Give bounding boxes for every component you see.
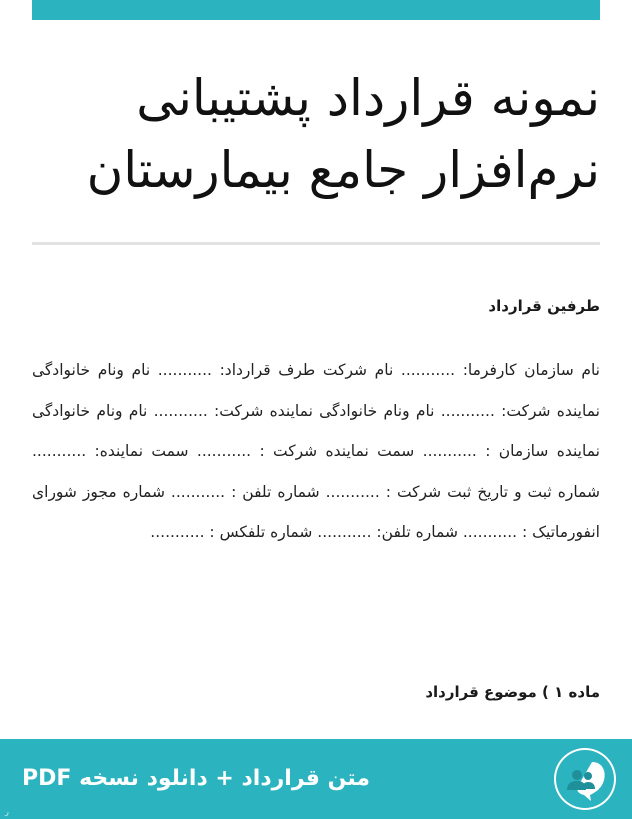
- title-line-2: نرم‌افزار جامع بیمارستان: [86, 141, 600, 199]
- title-line-1: نمونه قرارداد پشتیبانی: [136, 69, 600, 127]
- download-footer-banner[interactable]: [0, 739, 632, 819]
- users-chat-icon: [554, 748, 616, 810]
- title-divider: [32, 242, 600, 245]
- top-accent-bar: [32, 0, 600, 20]
- corner-mark: ر: [5, 807, 9, 816]
- parties-paragraph: نام سازمان کارفرما: ........... نام شرکت طرف قرارداد: ........... نام ونام خانوادگی نماینده شرکت: ........... نام ونام خانوادگی نماینده شرکت: ........... نام ونام خانوادگی نماینده سازمان : ........... سمت نماینده شرکت : ........... سمت نماینده: ........... شماره ثبت و تاریخ ثبت شرکت : ........... شماره تلفن : ........... شماره مجوز شورای انفورماتیک : ........... شماره تلفن: ........... شماره تلفکس : ...........: [32, 361, 600, 541]
- page-title: [32, 62, 600, 206]
- site-logo[interactable]: [554, 748, 616, 810]
- article-1-heading: ماده ۱ ) موضوع قرارداد: [425, 683, 600, 701]
- download-pdf-link[interactable]: متن قرارداد + دانلود نسخه PDF: [22, 766, 370, 791]
- parties-heading: طرفین قرارداد: [488, 297, 600, 315]
